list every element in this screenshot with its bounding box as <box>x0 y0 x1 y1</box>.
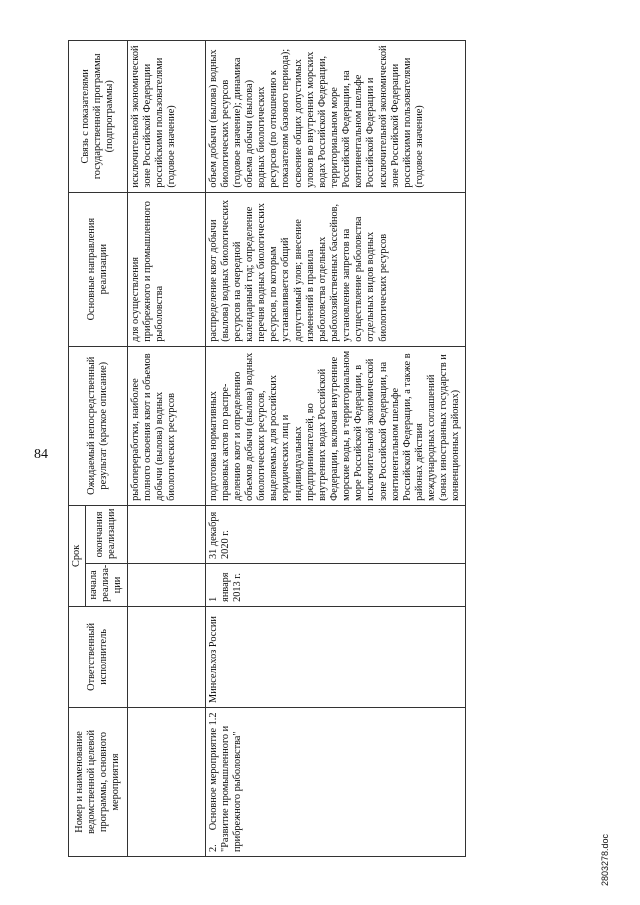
table-cell <box>127 606 205 707</box>
table-row <box>205 41 465 857</box>
row2-name: Основное мероприятие 1.2 "Развитие промышленного и прибрежного рыболовства" <box>207 712 243 852</box>
header-term: Срок <box>69 505 86 606</box>
row1-result: рыбопереработки, наиболее полного освоения квот и объемов добычи (вылова) водных биологических ресурсов <box>127 346 205 505</box>
table-cell <box>127 563 205 606</box>
row2-result: подготовка нормативных правовых актов по распре-делению квот и определению объемов добычи (вылова) водных биологических ресурсов, выделяемых для российских юридических лиц и индивидуальных предпринимателей, во внутренних водах Российской Федерации, включая внутренние морские воды, в территориальном море Российской Федерации, в исключительной экономической зоне Российской Федерации, на континентальном шельфе Российской Федерации, а также в районах действия международных соглашений (зонах иностранных государств и конвенционных районах) <box>205 346 465 505</box>
rotated-table-wrapper <box>68 40 588 857</box>
program-table <box>68 40 466 857</box>
row2-number: 2. <box>207 844 219 852</box>
header-link: Связь с показателями государственной программы (подпрограммы) <box>69 41 128 193</box>
row2-link: объем добычи (вылова) водных биологических ресурсов (годовое значение); динамика объема добычи (вылова) водных биологических ресурсов (по отношению к показателям базового периода); освоение общих допустимых уловов во внутренних морских водах Российской Федерации, территориальном море Российской Федерации, на континентальном шельфе Российской Федерации и исключительной экономической зоне Российской Федерации российскими пользователями (годовое значение) <box>205 41 465 193</box>
header-program: Номер и наименование ведомственной целевой программы, основного мероприятия <box>69 707 128 856</box>
row2-start: 1 января 2013 г. <box>205 563 465 606</box>
row2-executor: Минсельхоз России <box>205 606 465 707</box>
page-number: 84 <box>34 447 48 462</box>
table-cell <box>127 505 205 563</box>
header-end: окончания реализации <box>86 505 127 563</box>
table-row <box>127 41 205 857</box>
header-start: начала реализа-ции <box>86 563 127 606</box>
row2-end: 31 декабря 2020 г. <box>205 505 465 563</box>
document-id: 2803278.doc <box>600 833 610 886</box>
header-result: Ожидаемый непосредственный результат (краткое описание) <box>69 346 128 505</box>
header-directions: Основные направления реализации <box>69 192 128 346</box>
row2-program <box>205 707 465 856</box>
header-executor: Ответственный исполнитель <box>69 606 128 707</box>
row1-link: исключительной экономической зоне Российской Федерации российскими пользователями (годовое значение) <box>127 41 205 193</box>
row1-directions: для осуществления прибрежного и промышленного рыболовства <box>127 192 205 346</box>
table-cell <box>127 707 205 856</box>
header-row <box>69 41 86 857</box>
row2-directions: распределение квот добычи (вылова) водных биологических ресурсов на очередной календарный год; определение перечня водных биологических ресурсов, по которым устанавливается общий допустимый улов; внесение изменений в правила рыболовства отдельных рыбохозяйственных бассейнов, установление запретов на осуществление рыболовства отдельных видов водных биологических ресурсов <box>205 192 465 346</box>
